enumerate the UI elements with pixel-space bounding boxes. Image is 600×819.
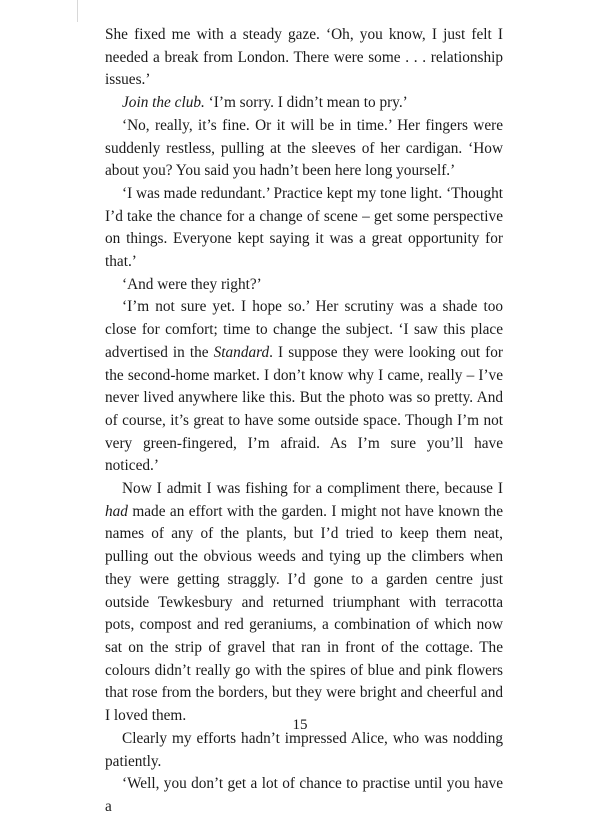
paragraph-8: Clearly my efforts hadn’t impressed Alice, who was nodding patiently. (105, 729, 503, 770)
paragraph-5: ‘And were they right?’ (122, 275, 262, 293)
paragraph-7: Now I admit I was fishing for a compliment there, because I had made an effort with the garden. I might not have known the names of any of the plants, but I’d tried to keep them neat, pulling out the obvious weeds and tying up the climbers when they were getting straggly. I’d gone to a garden centre just outside Tewkesbury and returned triumphant with terracotta pots, compost and red geraniums, a combination of which now sat on the strip of gravel that ran in front of the cottage. The colours didn’t really go with the spires of blue and pink flowers that rose from the borders, but they were bright and cheerful and I loved them. (105, 480, 503, 725)
paragraph-4: ‘I was made redundant.’ Practice kept my tone light. ‘Thought I’d take the chance for a change of scene – get some perspective on things. Everyone kept saying it was a great opportunity for that.’ (105, 184, 503, 271)
paragraph-6: ‘I’m not sure yet. I hope so.’ Her scrutiny was a shade too close for comfort; time to change the subject. ‘I saw this place advertised in the Standard. I suppose they were looking out for the second-home market. I don’t know why I came, really – I’ve never lived anywhere like this. But the photo was so pretty. And of course, it’s great to have some outside space. Though I’m not very green-fingered, I’m afraid. As I’m sure you’ll have noticed.’ (105, 298, 503, 475)
paragraph-9: ‘Well, you don’t get a lot of chance to practise until you have a (105, 775, 503, 815)
paragraph-1: She fixed me with a steady gaze. ‘Oh, you know, I just felt I needed a break from London. There were some . . . relationship issues.’ (105, 26, 503, 89)
body-text (105, 24, 503, 819)
page-edge-divider (77, 0, 78, 22)
page-number: 15 (292, 717, 308, 733)
paragraph-2: Join the club. ‘I’m sorry. I didn’t mean to pry.’ (122, 94, 408, 112)
paragraph-3: ‘No, really, it’s fine. Or it will be in time.’ Her fingers were suddenly restless, pulling at the sleeves of her cardigan. ‘How about you? You said you hadn’t been here long yourself.’ (105, 116, 503, 180)
